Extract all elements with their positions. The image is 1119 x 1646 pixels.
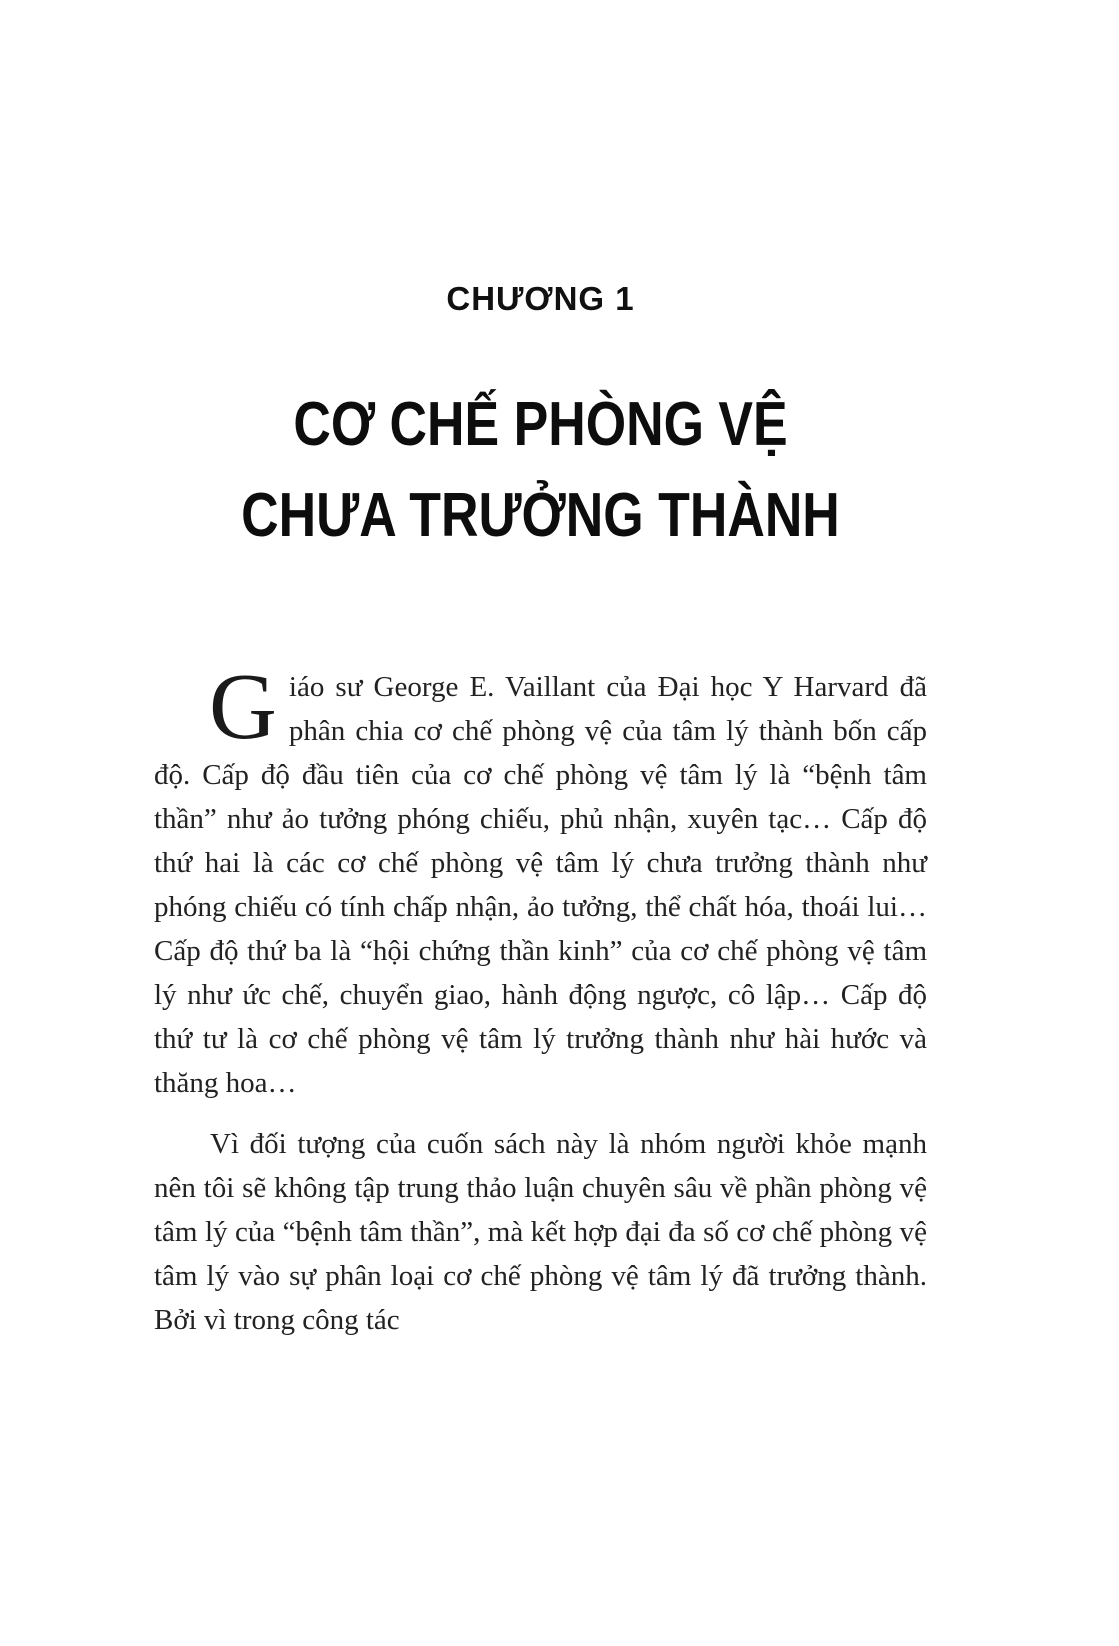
chapter-title <box>154 379 927 561</box>
drop-cap: G <box>209 655 277 759</box>
paragraph-1 <box>154 655 927 1105</box>
paragraph-2: Vì đối tượng của cuốn sách này là nhóm người khỏe mạnh nên tôi sẽ không tập trung thảo luận chuyên sâu về phần phòng vệ tâm lý của “bệnh tâm thần”, mà kết hợp đại đa số cơ chế phòng vệ tâm lý vào sự phân loại cơ chế phòng vệ tâm lý đã trưởng thành. Bởi vì trong công tác <box>154 1128 927 1336</box>
chapter-title-line-1: CƠ CHẾ PHÒNG VỆ <box>293 388 788 459</box>
body-text <box>154 655 927 1342</box>
paragraph-1-text: iáo sư George E. Vaillant của Đại học Y Harvard đã phân chia cơ chế phòng vệ của tâm lý thành bốn cấp độ. Cấp độ đầu tiên của cơ chế phòng vệ tâm lý là “bệnh tâm thần” như ảo tưởng phóng chiếu, phủ nhận, xuyên tạc… Cấp độ thứ hai là các cơ chế phòng vệ tâm lý chưa trưởng thành như phóng chiếu có tính chấp nhận, ảo tưởng, thể chất hóa, thoái lui… Cấp độ thứ ba là “hội chứng thần kinh” của cơ chế phòng vệ tâm lý như ức chế, chuyển giao, hành động ngược, cô lập… Cấp độ thứ tư là cơ chế phòng vệ tâm lý trưởng thành như hài hước và thăng hoa… <box>154 671 927 1099</box>
chapter-label: CHƯƠNG 1 <box>446 280 635 317</box>
chapter-title-line-2: CHƯA TRƯỞNG THÀNH <box>241 479 840 550</box>
